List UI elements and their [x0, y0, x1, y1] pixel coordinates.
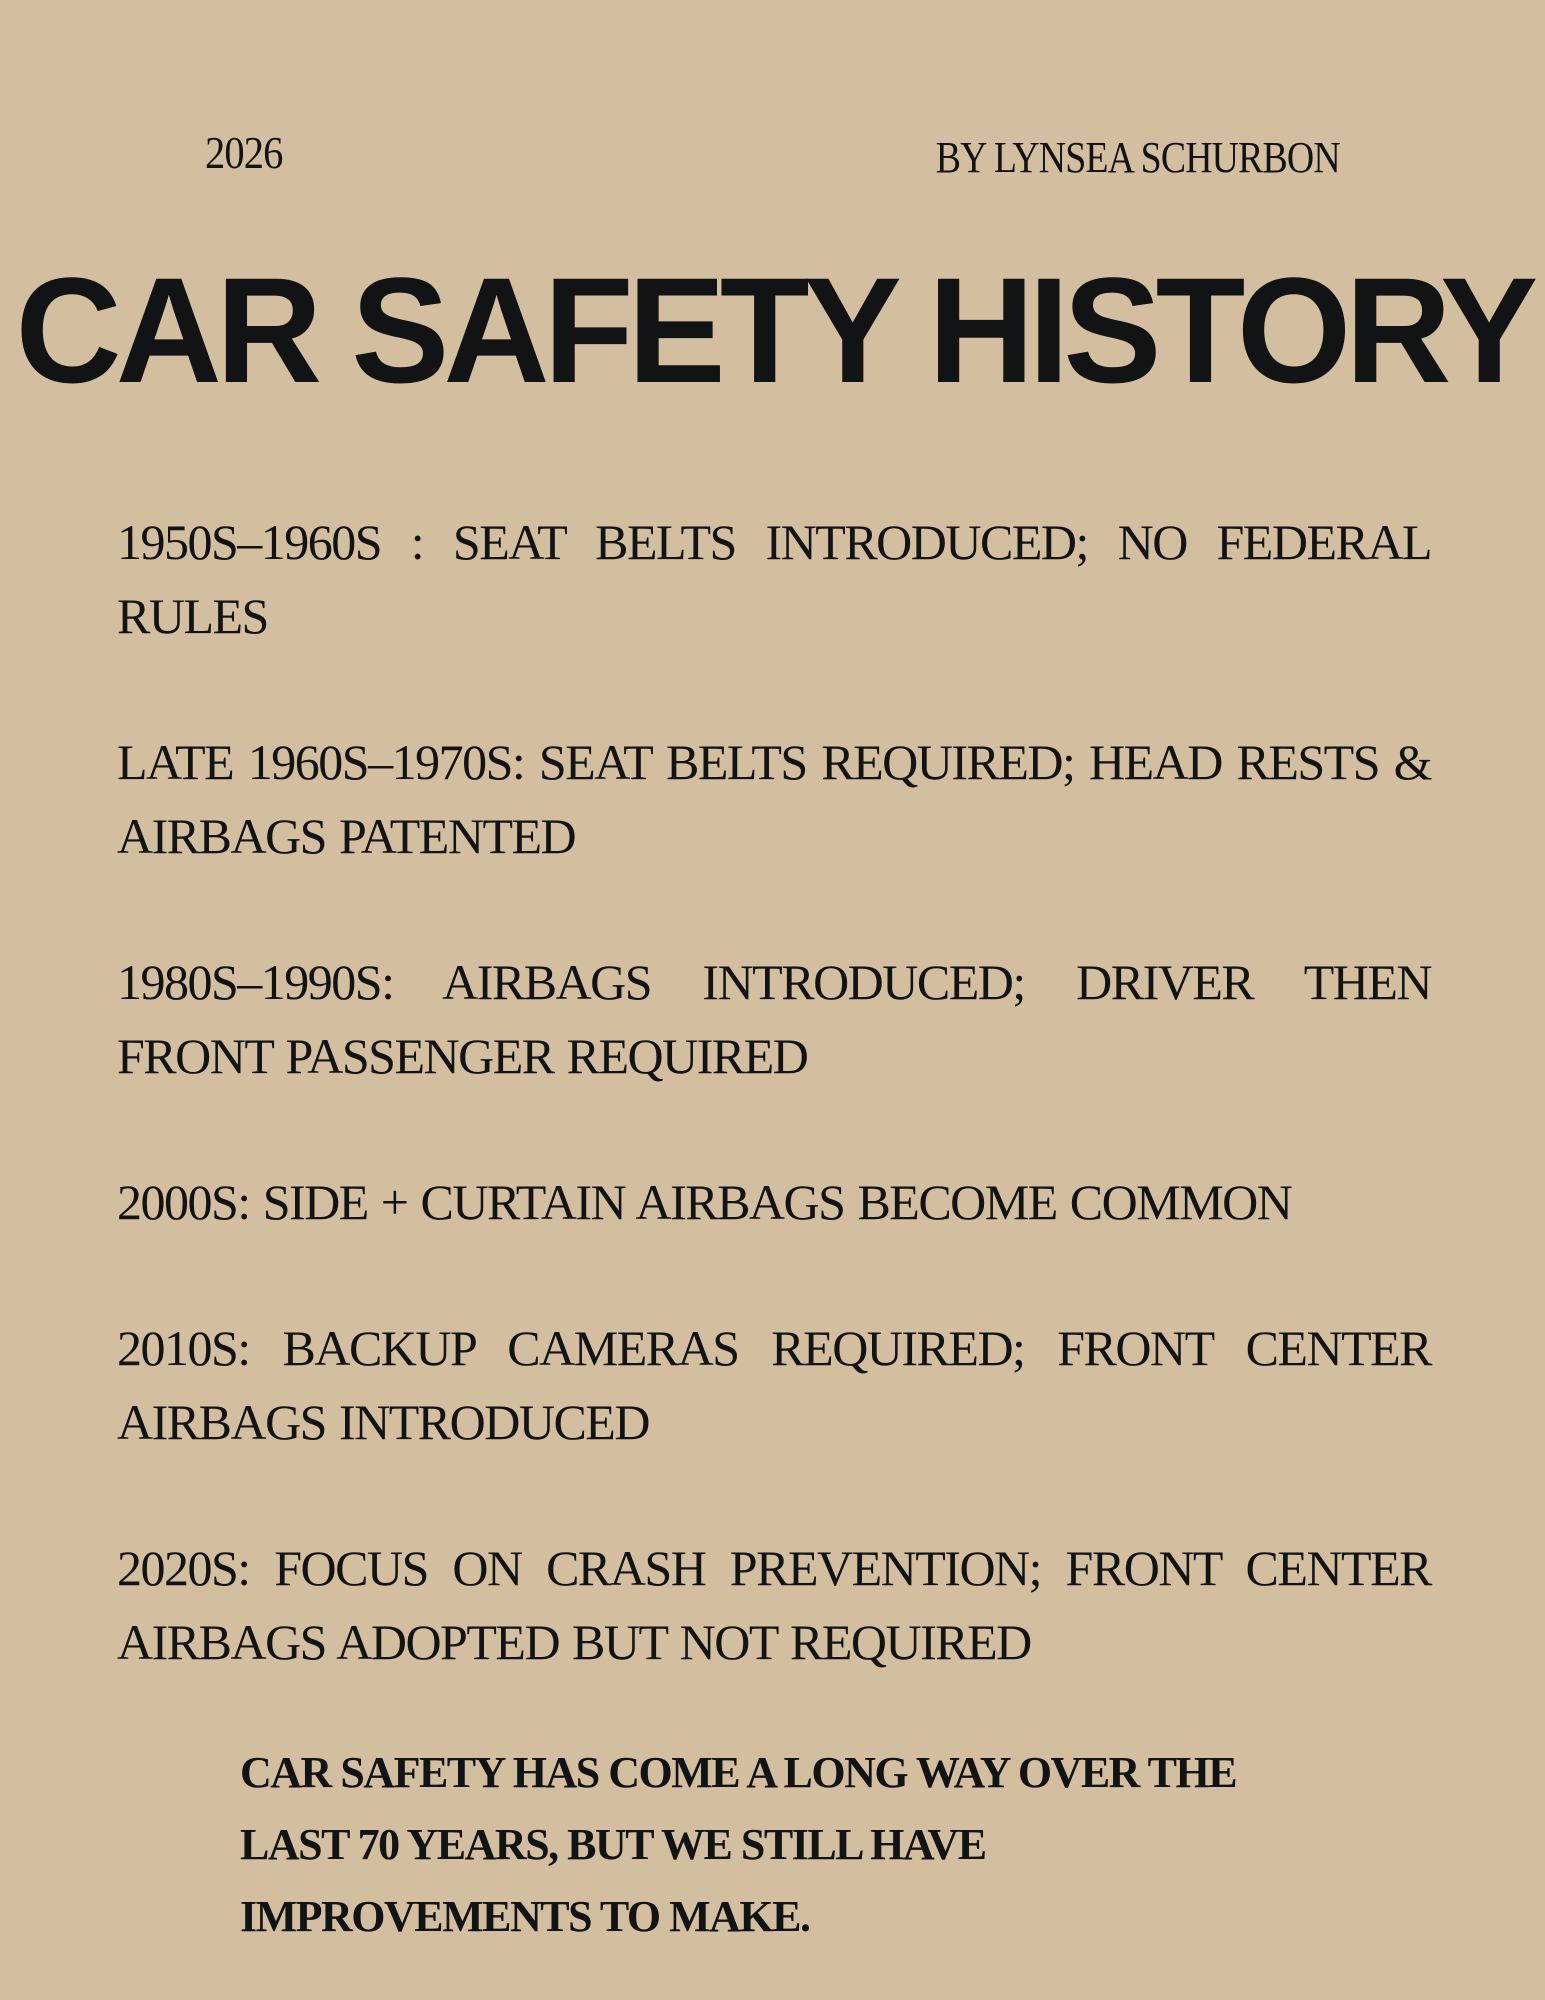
- timeline-entry-2000s: 2000S: SIDE + CURTAIN AIRBAGS BECOME COMMON: [117, 1174, 1292, 1230]
- year-label: 2026: [205, 127, 283, 178]
- timeline-entry-2020s: 2020S: FOCUS ON CRASH PREVENTION; FRONT CENTER AIRBAGS ADOPTED BUT NOT REQUIRED: [117, 1540, 1431, 1670]
- page-title-text: CAR SAFETY HISTORY: [15, 246, 1533, 414]
- timeline-list: [117, 505, 1431, 1751]
- page-title: [0, 246, 1545, 414]
- timeline-entry-1950s: 1950S–1960S : SEAT BELTS INTRODUCED; NO FEDERAL RULES: [117, 514, 1431, 644]
- author-byline: BY LYNSEA SCHURBON: [935, 133, 1340, 182]
- timeline-entry-1980s: 1980S–1990S: AIRBAGS INTRODUCED; DRIVER THEN FRONT PASSENGER REQUIRED: [117, 954, 1431, 1084]
- timeline-entry-2010s: 2010S: BACKUP CAMERAS REQUIRED; FRONT CENTER AIRBAGS INTRODUCED: [117, 1320, 1431, 1450]
- timeline-entry-late-1960s: LATE 1960S–1970S: SEAT BELTS REQUIRED; HEAD RESTS & AIRBAGS PATENTED: [117, 734, 1431, 864]
- closing-statement: CAR SAFETY HAS COME A LONG WAY OVER THE LAST 70 YEARS, BUT WE STILL HAVE IMPROVEMENTS TO MAKE.: [240, 1748, 1237, 1941]
